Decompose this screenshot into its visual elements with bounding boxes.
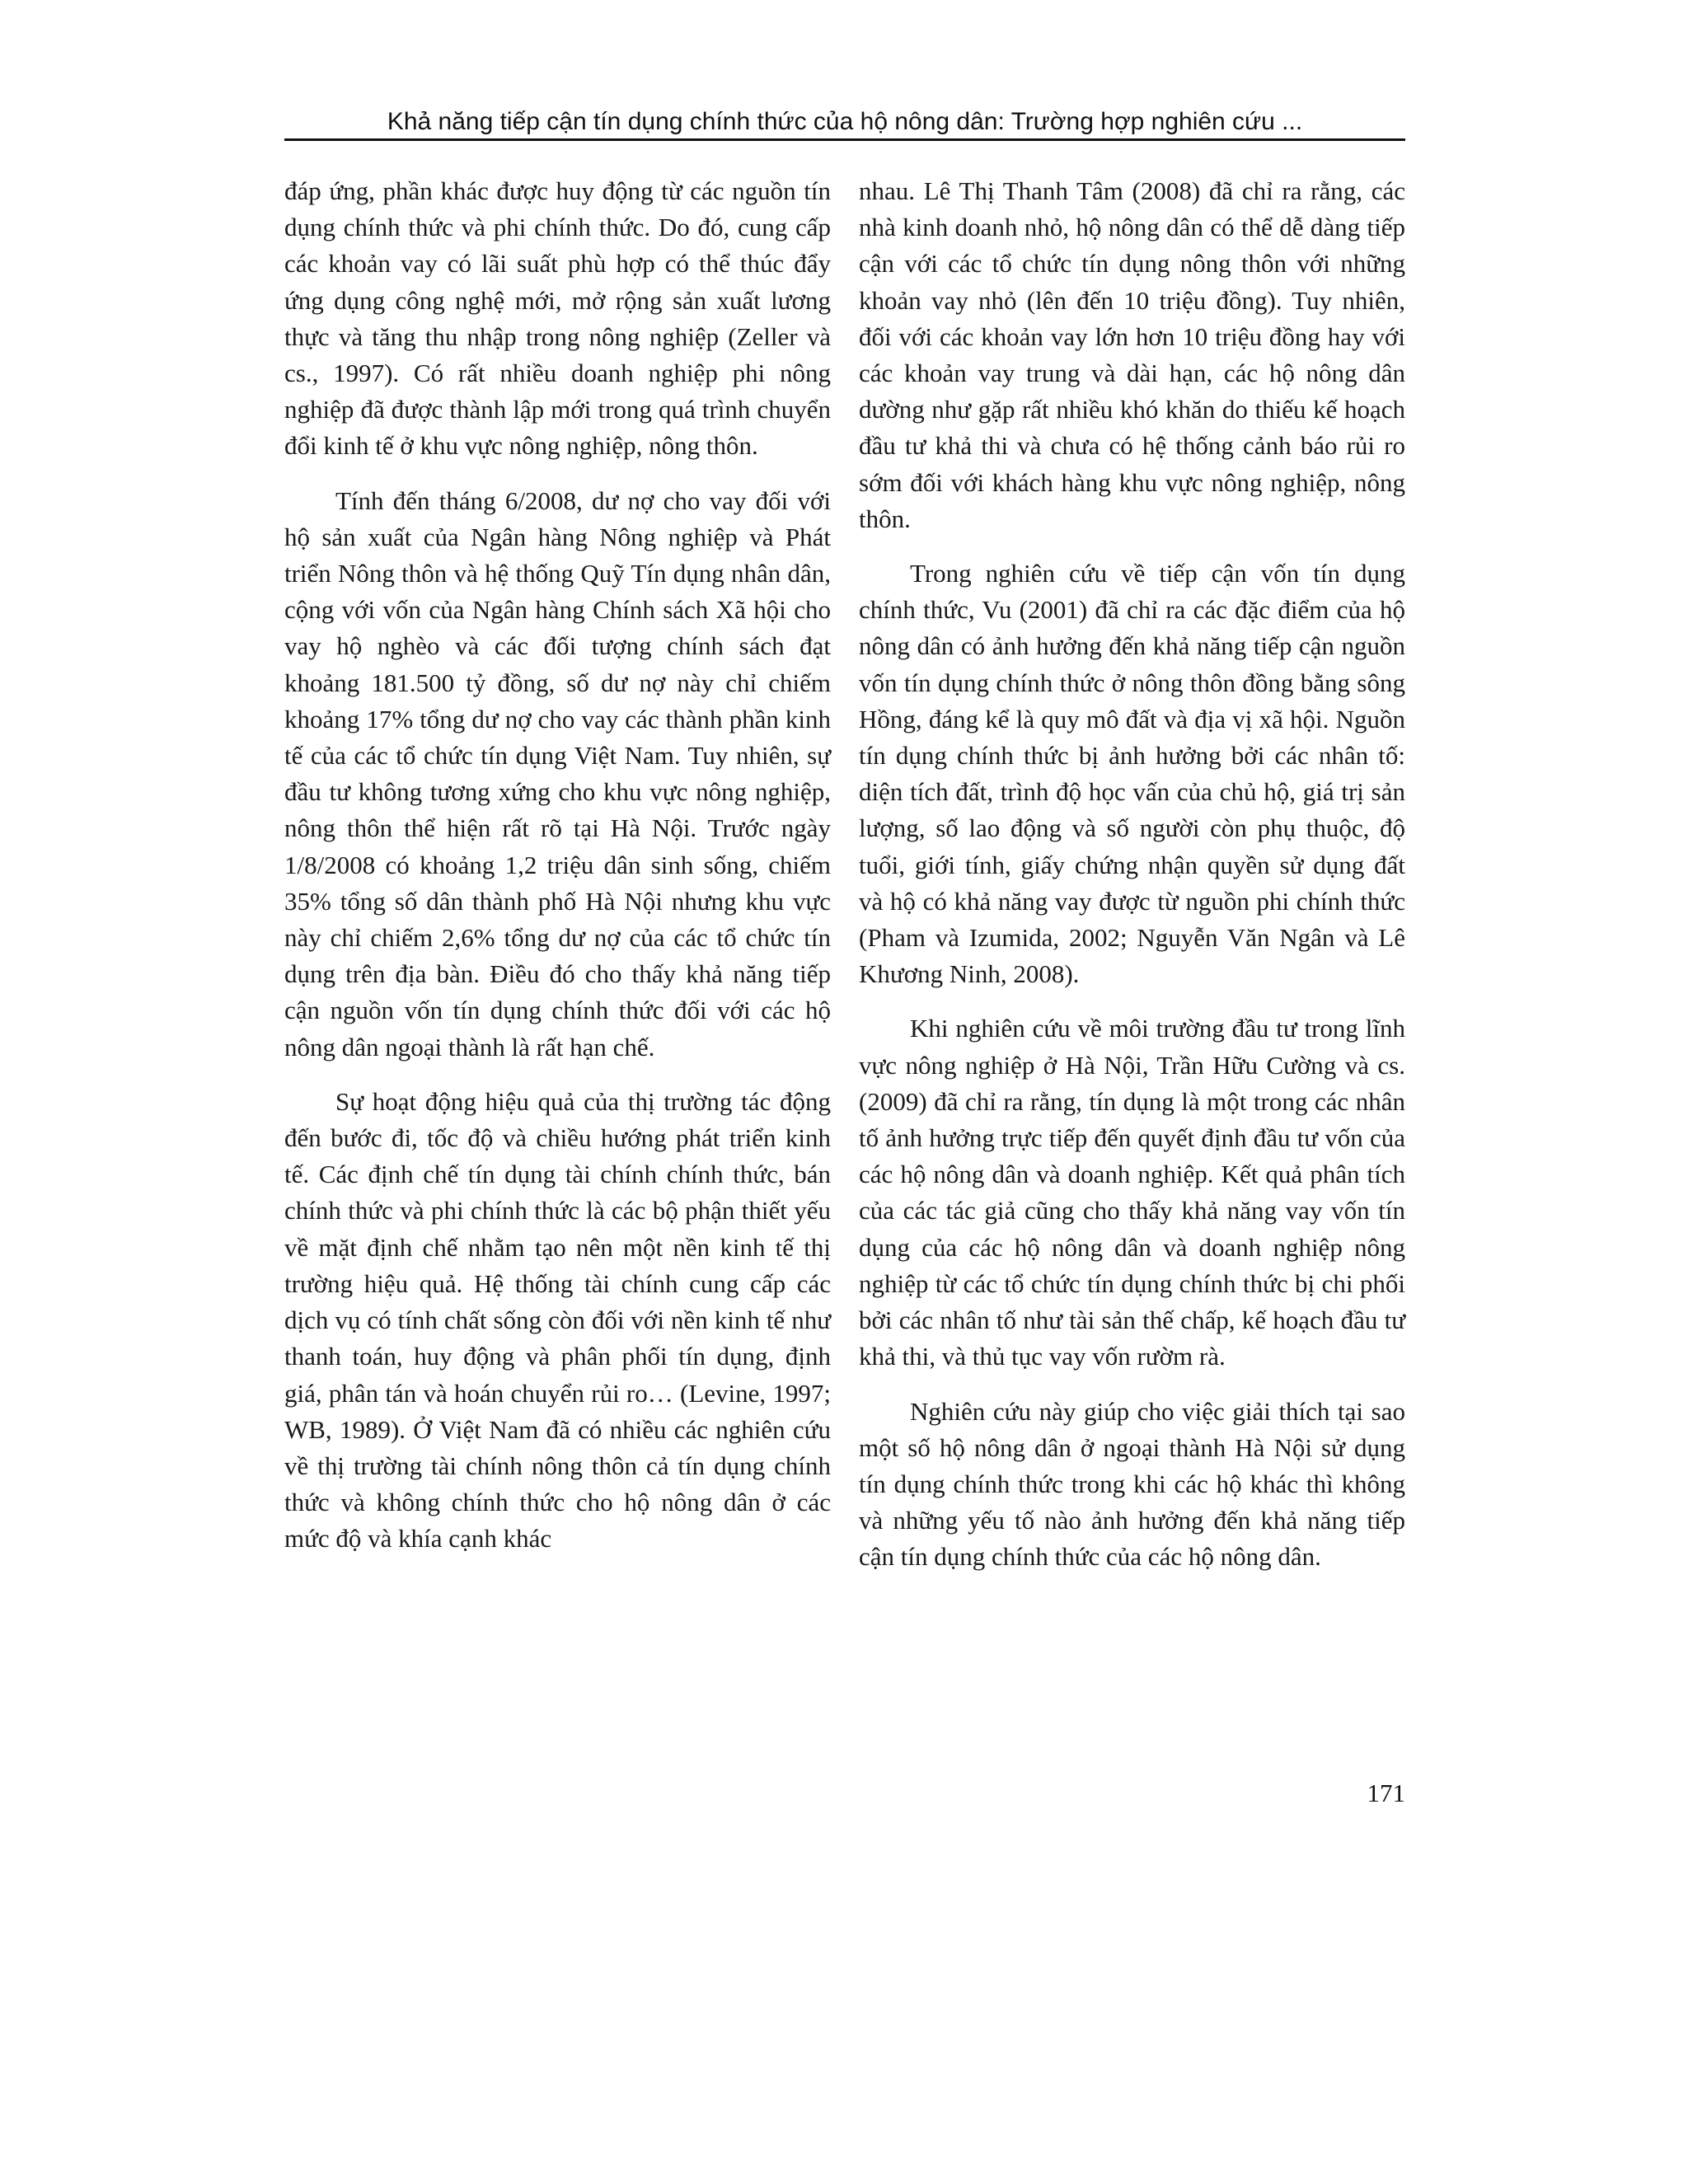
paragraph: Khi nghiên cứu về môi trường đầu tư trong lĩnh vực nông nghiệp ở Hà Nội, Trần Hữu Cường và cs. (2009) đã chỉ ra rằng, tín dụng là một trong các nhân tố ảnh hưởng trực tiếp đến quyết định đầu tư vốn của các hộ nông dân và doanh nghiệp. Kết quả phân tích của các tác giả cũng cho thấy khả năng vay vốn tín dụng của các hộ nông dân và doanh nghiệp nông nghiệp từ các tổ chức tín dụng chính thức bị chi phối bởi các nhân tố như tài sản thế chấp, kế hoạch đầu tư khả thi, và thủ tục vay vốn rườm rà.: [859, 1014, 1405, 1371]
page-number: 171: [1367, 1779, 1405, 1807]
paragraph: Nghiên cứu này giúp cho việc giải thích tại sao một số hộ nông dân ở ngoại thành Hà Nội sử dụng tín dụng chính thức trong khi các hộ khác thì không và những yếu tố nào ảnh hưởng đến khả năng tiếp cận tín dụng chính thức của các hộ nông dân.: [859, 1396, 1405, 1572]
paragraph: Trong nghiên cứu về tiếp cận vốn tín dụng chính thức, Vu (2001) đã chỉ ra các đặc điểm của hộ nông dân có ảnh hưởng đến khả năng tiếp cận nguồn vốn tín dụng chính thức ở nông thôn đồng bằng sông Hồng, đáng kể là quy mô đất và địa vị xã hội. Nguồn tín dụng chính thức bị ảnh hưởng bởi các nhân tố: diện tích đất, trình độ học vấn của chủ hộ, giá trị sản lượng, số lao động và số người còn phụ thuộc, độ tuổi, giới tính, giấy chứng nhận quyền sử dụng đất và hộ có khả năng vay được từ nguồn phi chính thức (Pham và Izumida, 2002; Nguyễn Văn Ngân và Lê Khương Ninh, 2008).: [859, 559, 1405, 989]
running-header: Khả năng tiếp cận tín dụng chính thức của hộ nông dân: Trường hợp nghiên cứu ...: [387, 108, 1303, 135]
paragraph: nhau. Lê Thị Thanh Tâm (2008) đã chỉ ra rằng, các nhà kinh doanh nhỏ, hộ nông dân có thể dễ dàng tiếp cận với các tổ chức tín dụng nông thôn với những khoản vay nhỏ (lên đến 10 triệu đồng). Tuy nhiên, đối với các khoản vay lớn hơn 10 triệu đồng hay với các khoản vay trung và dài hạn, các hộ nông dân dường như gặp rất nhiều khó khăn do thiếu kế hoạch đầu tư khả thi và chưa có hệ thống cảnh báo rủi ro sớm đối với khách hàng khu vực nông nghiệp, nông thôn.: [859, 176, 1405, 533]
header-rule: [284, 138, 1405, 141]
paragraph: Sự hoạt động hiệu quả của thị trường tác động đến bước đi, tốc độ và chiều hướng phát triển kinh tế. Các định chế tín dụng tài chính chính thức, bán chính thức và phi chính thức là các bộ phận thiết yếu về mặt định chế nhằm tạo nên một nền kinh tế thị trường hiệu quả. Hệ thống tài chính cung cấp các dịch vụ có tính chất sống còn đối với nền kinh tế như thanh toán, huy động và phân phối tín dụng, định giá, phân tán và hoán chuyển rủi ro… (Levine, 1997; WB, 1989). Ở Việt Nam đã có nhiều các nghiên cứu về thị trường tài chính nông thôn cả tín dụng chính thức và không chính thức cho hộ nông dân ở các mức độ và khía cạnh khác: [284, 1086, 831, 1554]
paragraph: Tính đến tháng 6/2008, dư nợ cho vay đối với hộ sản xuất của Ngân hàng Nông nghiệp và Phát triển Nông thôn và hệ thống Quỹ Tín dụng nhân dân, cộng với vốn của Ngân hàng Chính sách Xã hội cho vay hộ nghèo và các đối tượng chính sách đạt khoảng 181.500 tỷ đồng, số dư nợ này chỉ chiếm khoảng 17% tổng dư nợ cho vay các thành phần kinh tế của các tổ chức tín dụng Việt Nam. Tuy nhiên, sự đầu tư không tương xứng cho khu vực nông nghiệp, nông thôn thể hiện rất rõ tại Hà Nội. Trước ngày 1/8/2008 có khoảng 1,2 triệu dân sinh sống, chiếm 35% tổng số dân thành phố Hà Nội nhưng khu vực này chỉ chiếm 2,6% tổng dư nợ của các tổ chức tín dụng trên địa bàn. Điều đó cho thấy khả năng tiếp cận nguồn vốn tín dụng chính thức đối với các hộ nông dân ngoại thành là rất hạn chế.: [284, 485, 831, 1062]
paragraph: đáp ứng, phần khác được huy động từ các nguồn tín dụng chính thức và phi chính thức. Do đó, cung cấp các khoản vay có lãi suất phù hợp có thể thúc đẩy ứng dụng công nghệ mới, mở rộng sản xuất lương thực và tăng thu nhập trong nông nghiệp (Zeller và cs., 1997). Có rất nhiều doanh nghiệp phi nông nghiệp đã được thành lập mới trong quá trình chuyển đổi kinh tế ở khu vực nông nghiệp, nông thôn.: [284, 176, 831, 461]
left-column: [284, 173, 831, 1576]
right-column: [859, 173, 1405, 1594]
